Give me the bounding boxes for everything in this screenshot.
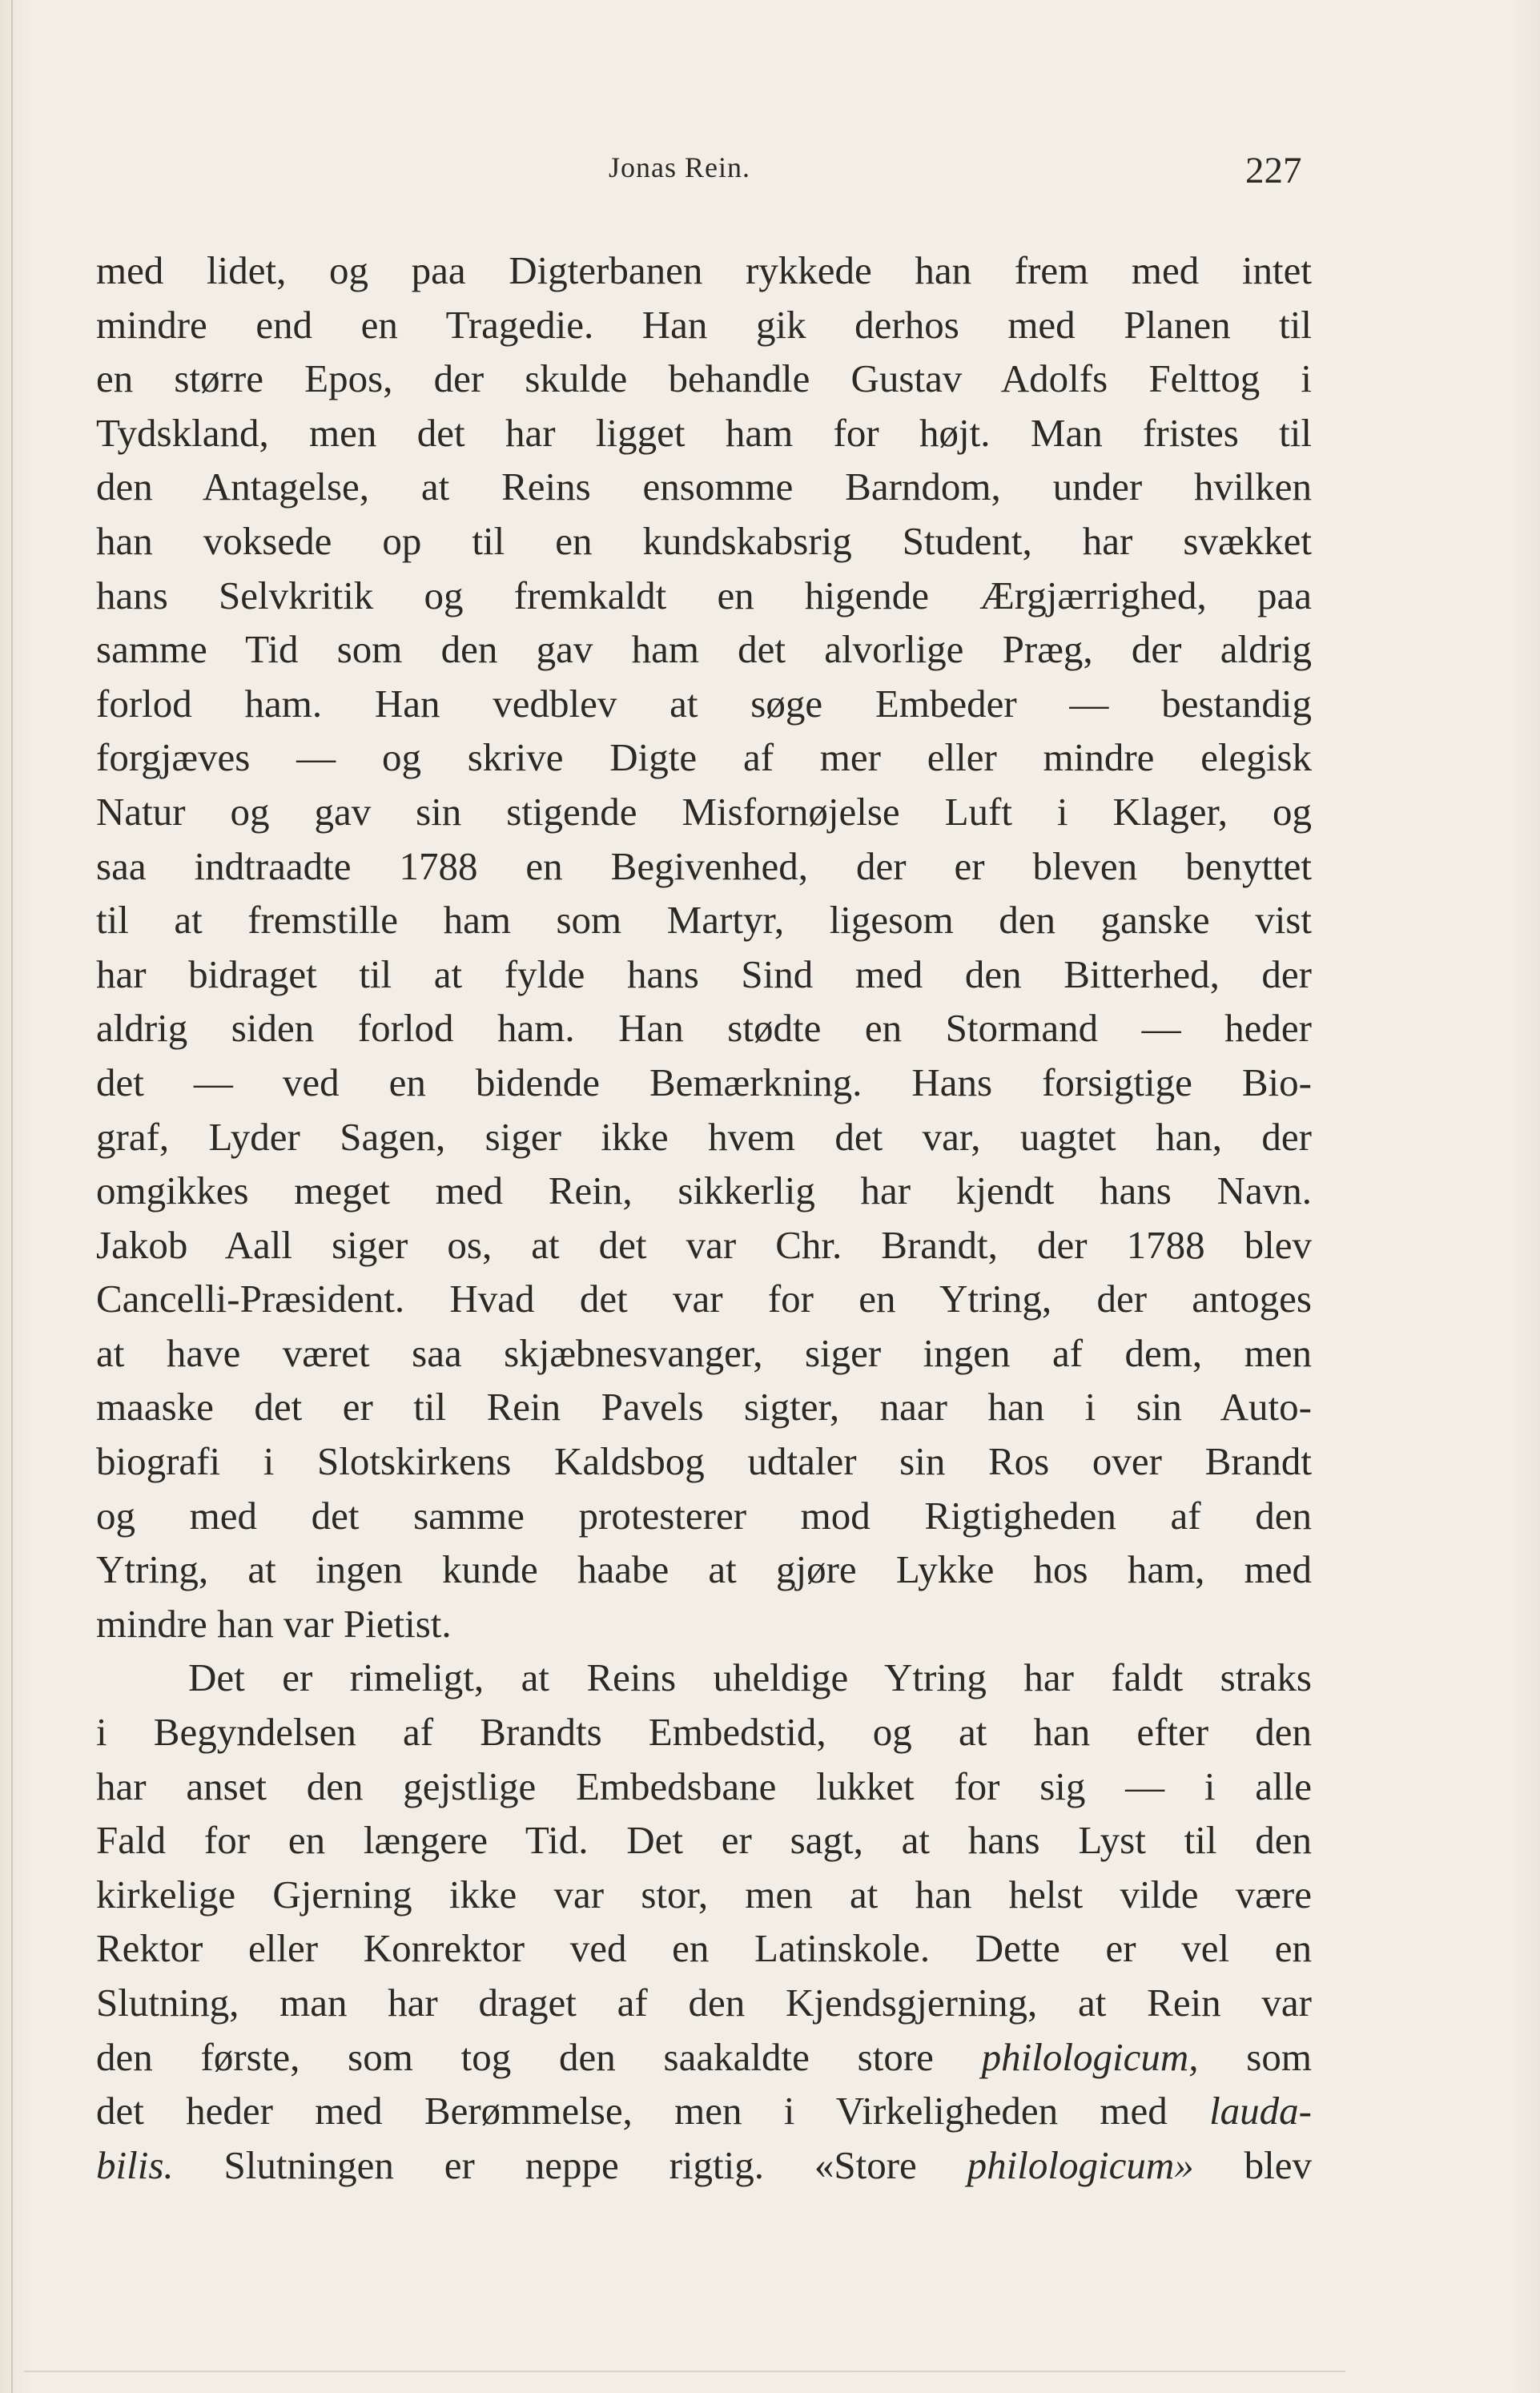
text-line [96,2084,1312,2138]
text-line: Cancelli-Præsident. Hvad det var for en Ytring, der antoges [96,1277,1312,1321]
italic-term: bilis. [96,2142,174,2187]
text-line: han voksede op til en kundskabsrig Student, har svækket [96,518,1312,563]
text-line: graf, Lyder Sagen, siger ikke hvem det var, uagtet han, der [96,1114,1312,1159]
text-line: en større Epos, der skulde behandle Gustav Adolfs Felttog i [96,356,1312,401]
text-line: samme Tid som den gav ham det alvorlige Præg, der aldrig [96,627,1312,672]
text-line: Jakob Aall siger os, at det var Chr. Brandt, der 1788 blev [96,1222,1312,1267]
text-line: har bidraget til at fylde hans Sind med den Bitterhed, der [96,951,1312,996]
text-line: forgjæves — og skrive Digte af mer eller mindre elegisk [96,735,1312,780]
text-line: det — ved en bidende Bemærkning. Hans forsigtige Bio- [96,1060,1312,1104]
page-bottom-edge [24,2371,1345,2372]
text-run: den første, som tog den saakaldte store [96,2034,982,2079]
text-run: Slutningen er neppe rigtig. «Store [173,2142,967,2187]
italic-term: lauda- [1209,2089,1312,2134]
text-line: i Begyndelsen af Brandts Embedstid, og at han efter den [96,1710,1312,1755]
text-line [96,2030,1312,2085]
text-line: Rektor eller Konrektor ved en Latinskole. Dette er vel en [96,1926,1312,1971]
text-line: saa indtraadte 1788 en Begivenhed, der er bleven benyttet [96,843,1312,888]
body-text [96,243,1312,2192]
text-line: Ytring, at ingen kunde haabe at gjøre Lykke hos ham, med [96,1547,1312,1592]
text-line: Fald for en længere Tid. Det er sagt, at hans Lyst til den [96,1818,1312,1863]
text-line: at have været saa skjæbnesvanger, siger ingen af dem, men [96,1330,1312,1375]
running-title: Jonas Rein. [609,151,750,183]
text-line: Natur og gav sin stigende Misfornøjelse Luft i Klager, og [96,789,1312,834]
text-line: og med det samme protesterer mod Rigtigheden af den [96,1493,1312,1538]
text-line: aldrig siden forlod ham. Han stødte en Stormand — heder [96,1006,1312,1051]
text-line: til at fremstille ham som Martyr, ligesom den ganske vist [96,898,1312,943]
text-line: har anset den gejstlige Embedsbane lukket for sig — i alle [96,1764,1312,1808]
text-run: som [1198,2034,1312,2079]
text-line: omgikkes meget med Rein, sikkerlig har kjendt hans Navn. [96,1168,1312,1213]
text-line: kirkelige Gjerning ikke var stor, men at han helst vilde være [96,1872,1312,1916]
italic-term: philologicum, [981,2034,1199,2079]
paragraph-end-line: mindre han var Pietist. [96,1601,452,1646]
text-line [96,2138,1312,2193]
text-line: Tydskland, men det har ligget ham for højt. Man fristes til [96,410,1312,455]
page-number: 227 [1245,150,1302,191]
text-line: biografi i Slotskirkens Kaldsbog udtaler sin Ros over Brandt [96,1439,1312,1484]
page-binding-edge [11,0,13,2393]
text-run: blev [1193,2142,1312,2187]
text-line: Slutning, man har draget af den Kjendsgjerning, at Rein var [96,1981,1312,2025]
text-run: det heder med Berømmelse, men i Virkeligheden med [96,2089,1210,2134]
text-line: mindre end en Tragedie. Han gik derhos med Planen til [96,302,1312,347]
text-line: den Antagelse, at Reins ensomme Barndom, under hvilken [96,465,1312,509]
italic-term: philologicum» [967,2142,1194,2187]
text-line: maaske det er til Rein Pavels sigter, naar han i sin Auto- [96,1385,1312,1430]
text-line: forlod ham. Han vedblev at søge Embeder — bestandig [96,681,1312,726]
text-line: med lidet, og paa Digterbanen rykkede han frem med intet [96,248,1312,292]
paragraph-start-line: Det er rimeligt, at Reins uheldige Ytring har faldt straks [188,1655,1312,1700]
text-line: hans Selvkritik og fremkaldt en higende Ærgjærrighed, paa [96,573,1312,617]
